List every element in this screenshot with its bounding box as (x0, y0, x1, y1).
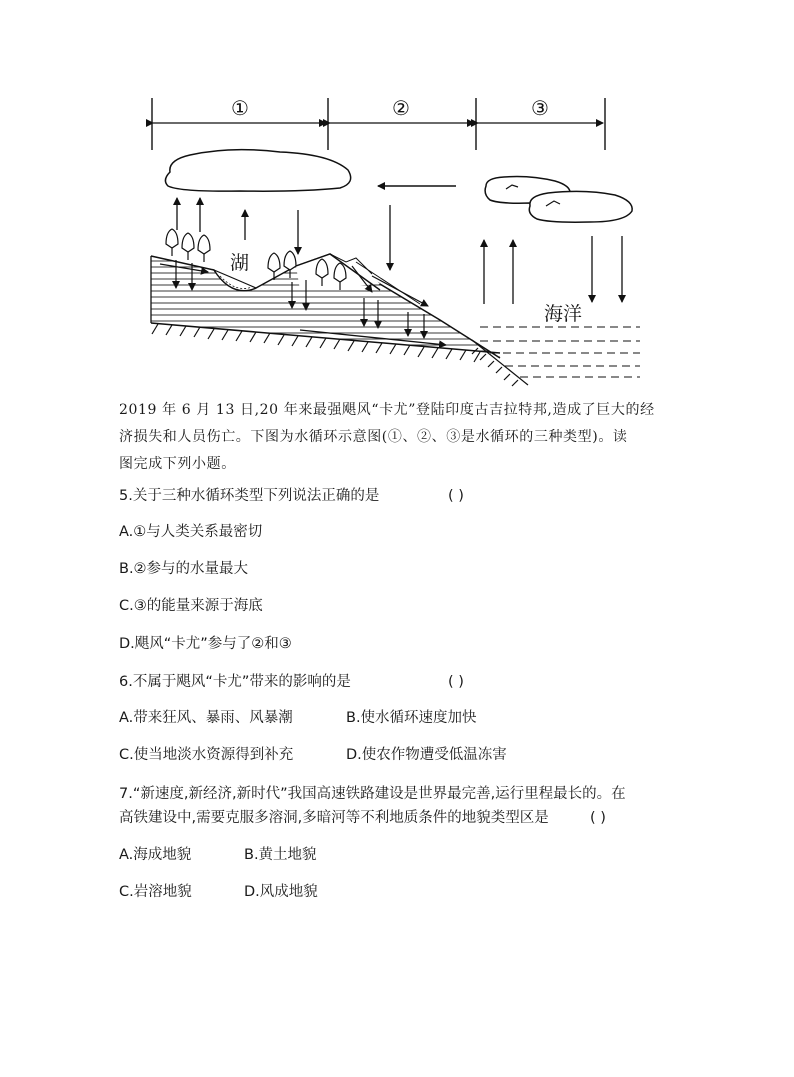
question-5-option-c: C.③的能量来源于海底 (119, 598, 263, 614)
ocean-cloud-front (529, 191, 632, 222)
question-6-option-b: B.使水循环速度加快 (346, 710, 477, 726)
ocean-label: 海洋 (544, 303, 583, 325)
question-6-stem: 6.不属于飓风“卡尤”带来的影响的是 (119, 674, 351, 690)
intro-line-2: 济损失和人员伤亡。下图为水循环示意图(①、②、③是水循环的三种类型)。读 (119, 429, 628, 445)
zone-label-3: ③ (531, 96, 549, 120)
zone-label-2: ② (392, 96, 410, 120)
question-7-stem-line-2: 高铁建设中,需要克服多溶洞,多暗河等不利地质条件的地貌类型区是 (119, 810, 549, 826)
question-7-option-c: C.岩溶地貌 (119, 884, 192, 900)
land-cloud (165, 150, 350, 192)
water-cycle-diagram (0, 0, 794, 395)
intro-line-1: 2019 年 6 月 13 日,20 年来最强飓风“卡尤”登陆印度古吉拉特邦,造成了巨大的经 (119, 402, 655, 418)
question-7-answer-bracket: ( ) (590, 810, 606, 826)
question-6-option-a: A.带来狂风、暴雨、风暴潮 (119, 710, 293, 726)
question-7-option-d: D.风成地貌 (244, 884, 318, 900)
lake-label: 湖 (230, 252, 250, 274)
question-7-option-a: A.海成地貌 (119, 847, 192, 863)
coast-slope (472, 340, 528, 386)
land-cross-section (140, 240, 520, 370)
question-6-option-d: D.使农作物遭受低温冻害 (346, 747, 507, 763)
zone-label-1: ① (231, 96, 249, 120)
ocean-evaporation-arrows (484, 240, 513, 304)
question-5-option-a: A.①与人类关系最密切 (119, 524, 263, 540)
question-7-option-b: B.黄土地貌 (244, 847, 317, 863)
question-5-option-b: B.②参与的水量最大 (119, 561, 249, 577)
question-7-stem-line-1: 7.“新速度,新经济,新时代”我国高速铁路建设是世界最完善,运行里程最长的。在 (119, 786, 626, 802)
intro-line-3: 图完成下列小题。 (119, 456, 236, 472)
ocean-water (480, 327, 640, 377)
question-5-answer-bracket: ( ) (448, 488, 464, 504)
question-6-option-c: C.使当地淡水资源得到补充 (119, 747, 294, 763)
ocean-precipitation-arrows (592, 236, 622, 302)
question-5-option-d: D.飓风“卡尤”参与了②和③ (119, 636, 292, 652)
question-5-stem: 5.关于三种水循环类型下列说法正确的是 (119, 488, 380, 504)
question-6-answer-bracket: ( ) (448, 674, 464, 690)
